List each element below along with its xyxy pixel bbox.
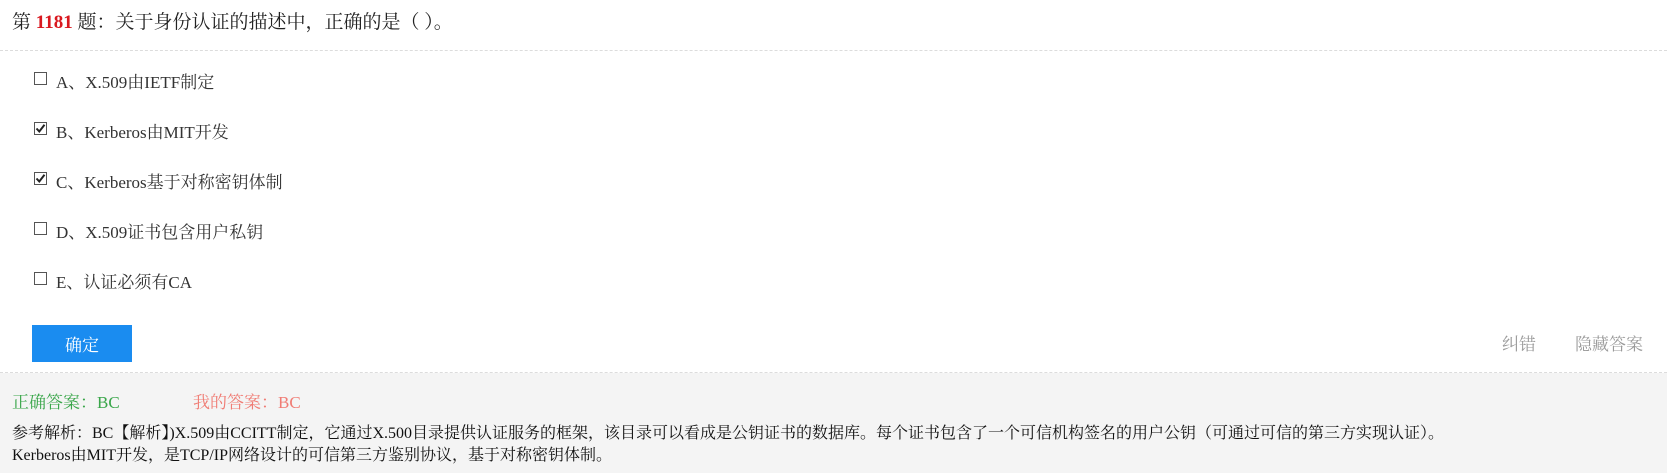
check-icon [35,123,46,134]
analysis-text [12,423,1632,467]
option-d[interactable] [34,216,263,244]
option-b-label: B、Kerberos由MIT开发 [56,122,229,142]
question-text: 题：关于身份认证的描述中，正确的是（ ）。 [77,12,453,33]
checkbox-e[interactable] [34,272,47,285]
option-e[interactable] [34,266,192,294]
question-number: 1181 [35,12,73,33]
report-error-link[interactable]: 纠错 [1502,335,1536,354]
option-a[interactable] [34,66,214,94]
question-prefix: 第 [12,12,32,33]
option-c-label: C、Kerberos基于对称密钥体制 [56,172,283,192]
analysis-line-1: 参考解析：BC【解析】)X.509由CCITT制定，它通过X.500目录提供认证服务的框架，该目录可以看成是公钥证书的数据库。每个证书包含了一个可信机构签名的用户公钥（可通过可信的第三方实现认证）。 [12,425,1445,442]
option-a-label: A、X.509由IETF制定 [56,72,215,92]
checkbox-a[interactable] [34,72,47,85]
option-d-label: D、X.509证书包含用户私钥 [56,222,264,242]
analysis-line-2: Kerberos由MIT开发，是TCP/IP网络设计的可信第三方鉴别协议，基于对称密钥体制。 [12,447,612,464]
checkbox-d[interactable] [34,222,47,235]
check-icon [35,173,46,184]
question-title [12,8,453,38]
option-c[interactable] [34,166,283,194]
divider [0,50,1667,51]
my-answer: 我的答案：BC [193,393,301,412]
hide-answer-link[interactable]: 隐藏答案 [1575,335,1643,354]
option-b[interactable] [34,116,229,144]
checkbox-c[interactable] [34,172,47,185]
checkbox-b[interactable] [34,122,47,135]
option-e-label: E、认证必须有CA [56,272,192,292]
correct-answer: 正确答案：BC [12,393,120,412]
answer-panel [0,373,1667,473]
confirm-button[interactable]: 确定 [32,325,132,362]
